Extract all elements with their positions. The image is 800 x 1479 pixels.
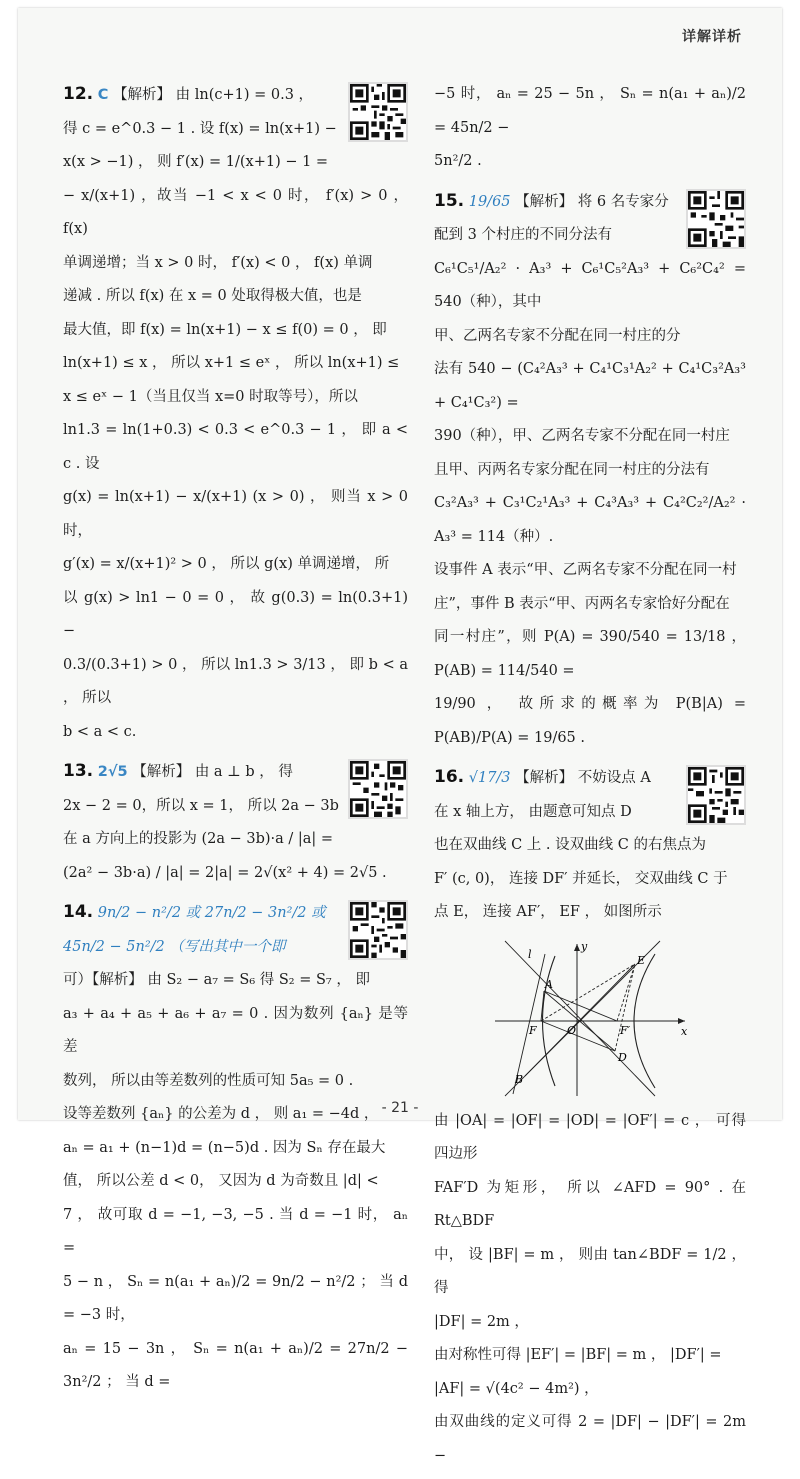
text-line: x ≤ eˣ − 1（当且仅当 x=0 时取等号），所以 xyxy=(63,388,358,405)
question-14 xyxy=(63,896,408,1400)
qr-code-graphic xyxy=(350,761,406,817)
qr-code-graphic xyxy=(350,84,406,140)
text-line: 庄”，事件 B 表示“甲、丙两名专家恰好分配在 xyxy=(434,595,730,612)
label-E: E xyxy=(637,953,646,967)
text-line: aₙ = 15 − 3n ， Sₙ = n(a₁ + aₙ)/2 = 27n/2 − 3n²/2 ； 当 d = xyxy=(63,1340,408,1390)
text-line: 且甲、丙两名专家分配在同一村庄的分法有 xyxy=(434,461,710,478)
text-line: 在 x 轴上方， 由题意可知点 D xyxy=(434,803,632,820)
right-column xyxy=(434,78,746,1479)
label-Fp: F′ xyxy=(620,1023,631,1037)
text-line: 7 ， 故可取 d = −1, −3, −5 . 当 d = −1 时， aₙ = xyxy=(63,1206,408,1256)
text-line: 将 6 名专家分 xyxy=(577,193,669,210)
text-line: 得 c = e^0.3 − 1 . 设 f(x) = ln(x+1) − xyxy=(63,120,337,137)
text-line: 由 ln(c+1) = 0.3 ， xyxy=(175,87,314,103)
analysis-label: 【解析】 xyxy=(515,770,574,786)
text-line: 最大值，即 f(x) = ln(x+1) − x ≤ f(0) = 0 ， 即 xyxy=(63,321,387,338)
answer: 19/65 xyxy=(468,193,511,210)
label-O: O xyxy=(567,1023,577,1037)
text-line: 也在双曲线 C 上 . 设双曲线 C 的右焦点为 xyxy=(434,837,706,853)
question-number: 12. xyxy=(63,84,94,104)
qr-code-icon xyxy=(686,189,746,249)
text-line: (2a² − 3b·a) / |a| = 2|a| = 2√(x² + 4) = 2√5 . xyxy=(63,864,387,881)
text-line: 由双曲线的定义可得 2 = |DF| − |DF′| = 2m − xyxy=(434,1414,746,1464)
text-line: |DF| = 2m ， xyxy=(434,1313,529,1330)
text-line: − x/(x+1) ，故当 −1 < x < 0 时， f′(x) > 0 ，f(x) xyxy=(63,187,408,237)
text-line: C₆¹C₅¹/A₂² · A₃³ + C₆¹C₅²A₃³ + C₆²C₄² = 540（种），其中 xyxy=(434,260,746,310)
text-line: g′(x) = x/(x+1)² > 0 ， 所以 g(x) 单调递增， 所 xyxy=(63,556,390,572)
label-F: F xyxy=(529,1023,537,1037)
text-line: 由 |OA| = |OF| = |OD| = |OF′| = c ， 可得四边形 xyxy=(434,1112,746,1162)
text-line: 2x − 2 = 0，所以 x = 1， 所以 2a − 3b xyxy=(63,797,339,814)
question-13 xyxy=(63,755,408,890)
answer: 2√5 xyxy=(97,764,128,780)
question-number: 14. xyxy=(63,902,94,922)
qr-code-icon xyxy=(348,900,408,960)
text-line: 中， 设 |BF| = m ， 则由 tan∠BDF = 1/2 ， 得 xyxy=(434,1246,746,1296)
hyperbola-figure xyxy=(485,936,695,1101)
text-line: 法有 540 − (C₄²A₃³ + C₄¹C₃¹A₂² + C₄¹C₃²A₃³ + C₄¹C₃²) = xyxy=(434,361,746,411)
text-line: 0.3/(0.3+1) > 0 ， 所以 ln1.3 > 3/13 ， 即 b < a ， 所以 xyxy=(63,656,408,706)
page-header: 详解详析 xyxy=(682,29,742,45)
text-line: 5n²/2 . xyxy=(434,153,482,169)
question-14-continued xyxy=(434,78,746,179)
text-line: 单调递增；当 x > 0 时， f′(x) < 0 ， f(x) 单调 xyxy=(63,254,373,271)
question-12 xyxy=(63,78,408,749)
text-line: 19/90 ， 故所求的概率为 P(B|A) = P(AB)/P(A) = 19/65 . xyxy=(434,696,746,746)
text-line: g(x) = ln(x+1) − x/(x+1) (x > 0) ， 则当 x > 0 时， xyxy=(63,489,408,539)
x-axis-arrow-icon xyxy=(678,1018,685,1024)
text-line: 数列， 所以由等差数列的性质可知 5a₅ = 0 . xyxy=(63,1072,354,1089)
text-line: 配到 3 个村庄的不同分法有 xyxy=(434,227,612,243)
text-line: 以 g(x) > ln1 − 0 = 0 ， 故 g(0.3) = ln(0.3+1) − xyxy=(63,589,408,639)
text-line: aₙ = a₁ + (n−1)d = (n−5)d . 因为 Sₙ 存在最大 xyxy=(63,1139,386,1156)
qr-code-graphic xyxy=(688,191,744,247)
text-line: 由对称性可得 |EF′| = |BF| = m ， |DF′| = xyxy=(434,1347,722,1363)
answer: 45n/2 − 5n²/2 （写出其中一个即 xyxy=(63,938,286,955)
label-D: D xyxy=(618,1050,627,1064)
text-line: a₃ + a₄ + a₅ + a₆ + a₇ = 0 . 因为数列 {aₙ} 是等差 xyxy=(63,1005,408,1055)
label-l: l xyxy=(528,947,532,961)
qr-code-icon xyxy=(348,82,408,142)
question-number: 13. xyxy=(63,761,94,781)
text-line: 设事件 A 表示“甲、乙两名专家不分配在同一村 xyxy=(434,562,737,578)
analysis-label: 【解析】 xyxy=(515,193,574,210)
answer: √17/3 xyxy=(468,770,511,786)
text-line: |AF| = √(4c² − 4m²) ， xyxy=(434,1380,599,1397)
page-number: - 21 - xyxy=(381,1100,419,1116)
segment-DE-dashed xyxy=(615,964,635,1051)
question-number: 15. xyxy=(434,190,465,211)
text-line: 点 E， 连接 AF′， EF ， 如图所示 xyxy=(434,904,662,920)
y-axis-arrow-icon xyxy=(574,944,580,951)
text-line: FAF′D 为矩形， 所以 ∠AFD = 90° . 在 Rt△BDF xyxy=(434,1179,746,1229)
text-line: 设等差数列 {aₙ} 的公差为 d ， 则 a₁ = −4d ， xyxy=(63,1106,379,1122)
qr-code-graphic xyxy=(688,767,744,823)
label-A: A xyxy=(545,977,553,991)
qr-code-icon xyxy=(686,765,746,825)
qr-code-icon xyxy=(348,759,408,819)
label-B: B xyxy=(515,1072,524,1086)
text-line: 可）【解析】 由 S₂ − a₇ = S₆ 得 S₂ = S₇ ， 即 xyxy=(63,972,370,988)
label-x: x xyxy=(681,1024,688,1038)
qr-code-graphic xyxy=(350,902,406,958)
text-line: x(x > −1) ， 则 f′(x) = 1/(x+1) − 1 = xyxy=(63,154,329,170)
text-line: 值， 所以公差 d < 0， 又因为 d 为奇数且 |d| < xyxy=(63,1173,379,1189)
question-15 xyxy=(434,185,746,756)
page xyxy=(18,8,782,1464)
text-line: 甲、乙两名专家不分配在同一村庄的分 xyxy=(434,327,681,344)
text-line: ln1.3 = ln(1+0.3) < 0.3 < e^0.3 − 1 ， 即 a < c . 设 xyxy=(63,422,408,472)
text-line: C₃²A₃³ + C₃¹C₂¹A₃³ + C₄³A₃³ + C₄²C₂²/A₂² · A₃³ = 114（种）. xyxy=(434,495,746,545)
left-column xyxy=(63,78,408,1406)
text-line: 5 − n ， Sₙ = n(a₁ + aₙ)/2 = 9n/2 − n²/2 ； 当 d = −3 时， xyxy=(63,1273,408,1323)
text-line: 在 a 方向上的投影为 (2a − 3b)·a / |a| = xyxy=(63,831,334,847)
text-line: b < a < c. xyxy=(63,723,137,740)
analysis-label: 【解析】 xyxy=(113,87,171,103)
text-line: 同一村庄”，则 P(A) = 390/540 = 13/18 ， P(AB) = 114/540 = xyxy=(434,629,746,679)
answer: C xyxy=(97,87,109,103)
analysis-label: 【解析】 xyxy=(132,764,191,780)
label-y: y xyxy=(581,939,588,953)
answer: 9n/2 − n²/2 或 27n/2 − 3n²/2 或 xyxy=(97,905,326,921)
segment-FD xyxy=(541,1021,615,1051)
text-line: F′ (c, 0)， 连接 DF′ 并延长， 交双曲线 C 于 xyxy=(434,870,728,887)
asymptote-line xyxy=(505,941,655,1096)
question-16 xyxy=(434,761,746,1473)
text-line: 由 a ⊥ b ， 得 xyxy=(194,764,293,780)
text-line: 递减 . 所以 f(x) 在 x = 0 处取得极大值，也是 xyxy=(63,288,362,304)
text-line: ln(x+1) ≤ x ， 所以 x+1 ≤ eˣ ， 所以 ln(x+1) ≤ xyxy=(63,355,400,371)
text-line: −5 时， aₙ = 25 − 5n ， Sₙ = n(a₁ + aₙ)/2 = 45n/2 − xyxy=(434,86,746,136)
text-line: 不妨设点 A xyxy=(577,770,651,786)
text-line: 390（种），甲、乙两名专家不分配在同一村庄 xyxy=(434,428,730,444)
question-number: 16. xyxy=(434,767,465,787)
